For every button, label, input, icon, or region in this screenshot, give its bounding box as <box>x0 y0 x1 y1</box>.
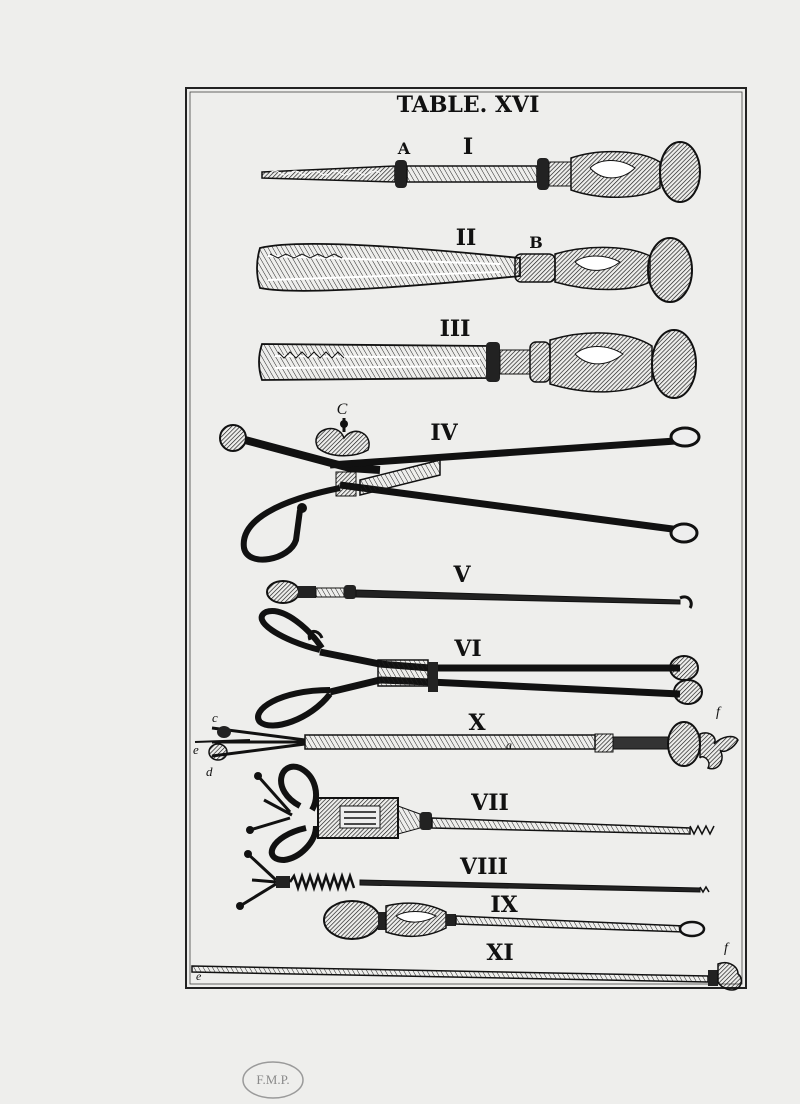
instrument-i <box>262 142 700 202</box>
instrument-xi <box>192 963 741 990</box>
figure-label-i: I <box>462 134 474 160</box>
plate-title: TABLE. XVI <box>396 92 540 118</box>
figure-label-vii: VII <box>471 790 509 816</box>
figure-letter-x-a: a <box>506 738 512 752</box>
instrument-vi <box>258 611 702 725</box>
figure-letter-xi-f: f <box>724 941 728 956</box>
figure-letter-x-d: d <box>206 764 213 779</box>
figure-label-iii: III <box>439 316 471 342</box>
figure-label-ii: II <box>455 225 477 251</box>
figure-letter-a: A <box>397 139 411 158</box>
figure-letter-x-c: c <box>212 710 218 725</box>
figure-label-iv: IV <box>430 420 458 446</box>
instrument-x <box>195 722 738 769</box>
figure-letter-x-e: e <box>193 742 199 757</box>
stamp-text: F.M.P. <box>256 1072 290 1087</box>
instrument-iii <box>259 330 696 398</box>
instrument-iv <box>220 418 699 560</box>
figure-label-vi: VI <box>454 636 482 662</box>
figure-letter-b: B <box>529 233 543 252</box>
figure-letter-xi-e: e <box>196 969 202 983</box>
figure-letter-c: C <box>336 401 348 418</box>
figure-label-ix: IX <box>490 892 518 918</box>
instrument-v <box>267 581 691 608</box>
figure-label-viii: VIII <box>460 854 508 880</box>
figure-letter-x-f: f <box>716 705 720 720</box>
library-stamp <box>243 1062 303 1098</box>
figure-label-x: X <box>468 710 486 736</box>
figure-label-v: V <box>453 562 471 588</box>
figure-label-xi: XI <box>486 940 514 966</box>
